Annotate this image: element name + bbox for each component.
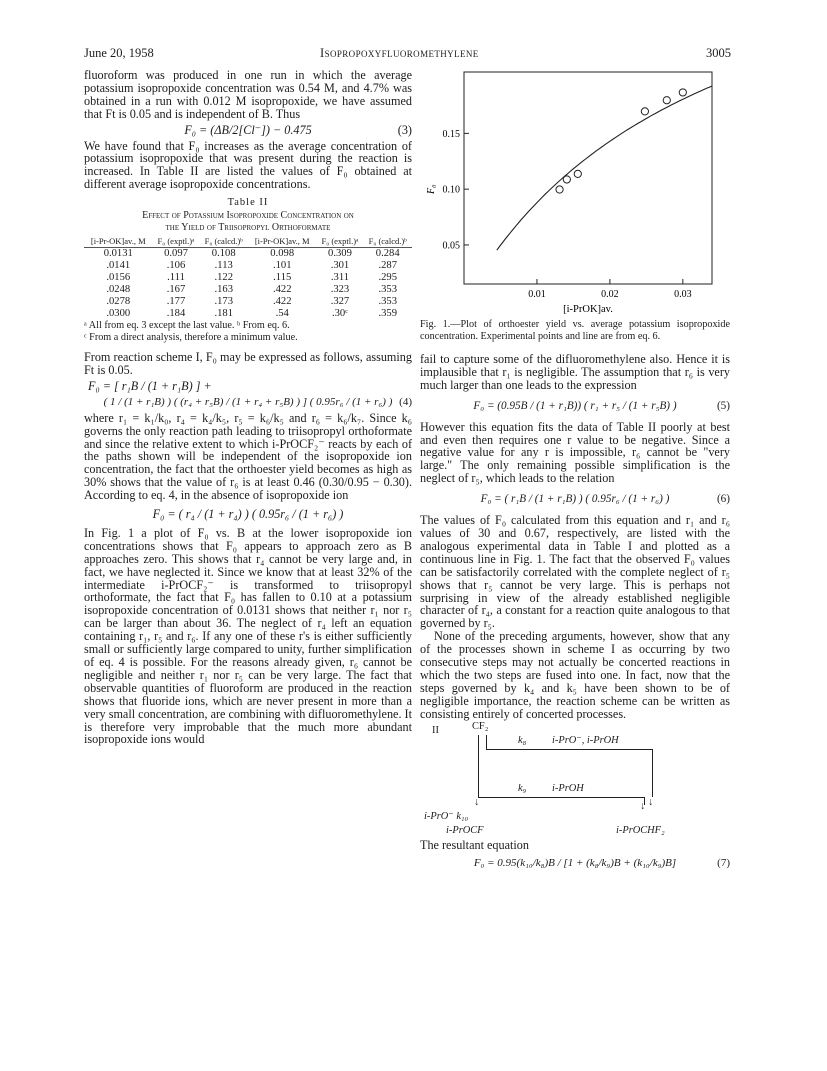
paragraph: From reaction scheme I, F₀ may be expressed as follows, assuming Ft is 0.05. (84, 350, 412, 377)
table-cell: .0156 (106, 272, 131, 284)
table-cell: 0.097 (164, 248, 188, 260)
y-tick-label: 0.10 (442, 184, 460, 196)
running-title: Isopropoxyfluoromethylene (320, 46, 479, 60)
table-cell: .353 (378, 296, 397, 308)
table-cell: .323 (330, 284, 350, 296)
table-row (84, 296, 412, 308)
paragraph: The values of F₀ calculated from this equation and r₁ and r₆ values of 30 and 0.67, respectively, are listed with the analogous experimental data in Table I and plotted as a continuous line in Fig. 1. The fact that the observed F₀ values can be satisfactorily correlated with the complete neglect of r₅ shows that r₅ cannot be very large. This is perhaps not surprising in view of the already established negligible character of r₄, a constant for a reaction quite analogous to that governed by r₅. (420, 513, 730, 631)
paragraph: However this equation fits the data of Table II poorly at best and even then requires one r value to be negative. Since a negative value for any r is impossible, r₆ cannot be "very large." The only remaining possible simplification is the neglect of r₅, which leads to the relation (420, 419, 730, 486)
x-axis-label: [i-PrOK]av. (563, 304, 613, 315)
equation-number: (5) (716, 399, 730, 412)
table-cell: .327 (330, 296, 350, 308)
table-header: [i-Pr-OK]av., M (84, 237, 153, 248)
table-row (84, 272, 412, 284)
scheme-line (652, 749, 653, 797)
fit-line (497, 86, 712, 250)
table-cell: .359 (378, 308, 397, 320)
table-cell: 0.098 (270, 248, 295, 260)
paragraph: The resultant equation (420, 837, 529, 852)
table-cell: .122 (214, 272, 233, 284)
table-cell: .295 (378, 272, 397, 284)
figure-1-chart (420, 64, 726, 316)
data-table (84, 237, 412, 320)
equation-7 (420, 857, 730, 870)
scheme-k9: k₉ (518, 782, 527, 794)
x-axis-ticks (528, 279, 691, 300)
table-cell: .184 (166, 308, 186, 320)
table-title: Table II (227, 197, 269, 209)
table-cell: .0248 (106, 284, 131, 296)
table-cell: 0.108 (211, 248, 236, 260)
table-header: F₀ (exptl.)ᵃ (316, 237, 363, 248)
table-cell: 0.284 (375, 248, 400, 260)
table-cell: .287 (378, 260, 397, 272)
equation-5 (420, 400, 730, 413)
table-row (84, 284, 412, 296)
equation-number: (3) (397, 122, 412, 137)
header-date: June 20, 1958 (84, 46, 154, 60)
y-tick-label: 0.15 (442, 128, 460, 140)
x-tick-label: 0.03 (674, 289, 692, 300)
table-footnote: ᵃ All from eq. 3 except the last value. ᵇ From eq. 6. (84, 320, 290, 332)
table-cell: .422 (272, 296, 292, 308)
data-point (556, 186, 563, 193)
scheme-cf2: CF₂ (472, 720, 489, 732)
y-axis-label: F₀ (426, 184, 437, 194)
scheme-k9-reagent: i-PrOH (552, 782, 584, 794)
scheme-k8-reagents: i-PrO⁻, i-PrOH (552, 734, 619, 746)
table-caption (84, 210, 412, 234)
data-point (563, 176, 570, 183)
scheme-line (478, 797, 644, 798)
right-column (420, 319, 730, 873)
reaction-scheme-ii (420, 721, 730, 839)
table-header-row (84, 237, 412, 248)
equation-text: F₀ = ( r₁B / (1 + r₁B) ) ( 0.95r₆ / (1 + r₆) ) (480, 493, 670, 506)
equation-6 (420, 493, 730, 506)
y-axis-ticks (443, 129, 470, 252)
scheme-line (478, 735, 479, 797)
table-cell: .30ᶜ (331, 308, 348, 320)
paragraph: In Fig. 1 a plot of F₀ vs. B at the lower isopropoxide ion concentrations shows that F₀ appears to approach zero as B approaches zero. This shows that r₄ cannot be very large and, in fact, we have neglected it. Since we know that at least 32% of the intermediate i-PrOCF₂⁻ is transformed to triisopropyl orthoformate, the fact that F₀ has fallen to 0.10 at a potassium isopropoxide concentration of 0.0131 shows that neither r₁ nor r₅ can be larger than about 36. The neglect of r₄ left an equation containing r₁, r₅ and r₆. If any one of these r's is either sufficiently small or sufficiently large compared to unity, further simplification of eq. 4 is possible. For the reasons already given, r₆ cannot be negligible and neither r₁ nor r₅ can be very large. The fact that observable quantities of fluoroform are produced in the reaction shows that fluoride ions, which are never present in more than a very small concentration, are combining with difluoromethylene. It is therefore very improbable that the much more abundant isopropoxide ions would (84, 525, 412, 747)
data-point (574, 170, 581, 177)
y-tick-label: 0.05 (442, 240, 460, 252)
scheme-iprocf: i-PrOCF (446, 824, 484, 836)
table-caption-line: the Yield of Triisopropyl Orthoformate (165, 222, 331, 234)
table-row (84, 248, 412, 261)
table-cell: .113 (214, 260, 233, 272)
equation-unnumbered: F₀ = ( r₄ / (1 + r₄) ) ( 0.95r₆ / (1 + r₆) ) (152, 507, 344, 522)
table-header: [i-Pr-OK]av., M (248, 237, 317, 248)
equation-text: F₀ = (ΔB/2[Cl⁻]) − 0.475 (184, 122, 312, 137)
table-row (84, 260, 412, 272)
equation-number: (7) (717, 857, 730, 870)
equation-4 (84, 396, 412, 409)
equation-number: (4) (399, 395, 412, 408)
left-column (84, 69, 412, 746)
data-point (663, 97, 670, 104)
data-point (641, 108, 648, 115)
table-footnote: ᶜ From a direct analysis, therefore a minimum value. (84, 331, 298, 343)
scheme-iprochf2: i-PrOCHF₂ (616, 824, 665, 836)
paragraph: where r₁ = k₁/k₀, r₄ = k₄/k₅, r₅ = k₆/k₅ and r₆ = k₆/k₇. Since k₆ governs the only reaction path leading to triisopropyl orthoformate and since the relative extent to which i-PrOCF₂⁻ reacts by each of the paths shown will be independent of the isopropoxide ion concentration, the fact that the orthoester yield becomes as high as 30% shows that the value of r₆ is at least 0.46 (0.30/0.95 − 0.30). According to eq. 4, in the absence of isopropoxide ion (84, 410, 412, 503)
paragraph: We have found that F₀ increases as the average concentration of potassium isopropoxide that was present during the reaction is increased. In Table II are listed the values of F₀ obtained at different average isopropoxide concentrations. (84, 138, 412, 192)
equation-text: F₀ = (0.95B / (1 + r₁B)) ( r₁ + r₅ / (1 + r₅B) ) (473, 399, 677, 412)
equation-text: ( 1 / (1 + r₁B) ) ( (r₄ + r₅B) / (1 + r₄ + r₅B) ) ] ( 0.95r₆ / (1 + r₆) ) (103, 395, 393, 408)
table-cell: 0.0131 (103, 248, 133, 260)
table-cell: .0141 (106, 260, 131, 272)
table-caption-line: Effect of Potassium Isopropoxide Concentration on (142, 210, 354, 222)
table-cell: .181 (214, 308, 233, 320)
paragraph: None of the preceding arguments, however, show that any of the processes shown in scheme I as occurring by two consecutive steps may not actually be concerted reactions in which the two steps are fused into one. In fact, now that the steps governed by k₄ and k₅ have been shown to be of negligible importance, the reaction scheme can be written as consisting entirely of concerted processes. (420, 629, 730, 721)
paragraph: fluoroform was produced in one run in which the average potassium isopropoxide concentration was 0.54 M, and 4.7% was obtained in a run with 0.012 M isopropoxide, we have assumed that Ft is 0.05 and is independent of B. Thus (84, 68, 412, 121)
figure-caption: Fig. 1.—Plot of orthoester yield vs. average potassium isopropoxide concentration. Experimental points and line are from eq. 6. (420, 319, 730, 342)
x-tick-label: 0.01 (528, 289, 546, 300)
table-cell: .353 (378, 284, 397, 296)
arrow-down-icon: ↓ (648, 796, 654, 808)
table-cell: .106 (166, 260, 186, 272)
arrow-down-icon: ↓ (474, 796, 480, 808)
page-number: 3005 (706, 46, 731, 60)
table-cell: .311 (330, 272, 350, 284)
table-header: F₀ (calcd.)ᵇ (199, 237, 247, 248)
scheme-line (486, 749, 652, 750)
table-cell: .115 (273, 272, 292, 284)
table-header: F₀ (calcd.)ᵇ (363, 237, 412, 248)
table-cell: .0278 (106, 296, 131, 308)
table-cell: .173 (214, 296, 233, 308)
table-cell: .301 (330, 260, 350, 272)
table-cell: .54 (275, 308, 289, 320)
x-tick-label: 0.02 (601, 289, 619, 300)
table-cell: .0300 (106, 308, 131, 320)
equation-4-line1: F₀ = [ r₁B / (1 + r₁B) ] + (88, 378, 212, 393)
table-cell: 0.309 (328, 248, 352, 260)
table-row (84, 308, 412, 320)
table-cell: .111 (167, 272, 185, 284)
table-cell: .167 (166, 284, 186, 296)
table-cell: .163 (214, 284, 233, 296)
scheme-k8: k₈ (518, 734, 527, 746)
equation-text: F₀ = 0.95(k₁₀/k₈)B / [1 + (k₈/k₉)B + (k₁₀/k₉)B] (473, 857, 677, 870)
equation-number: (6) (716, 493, 730, 506)
paragraph: fail to capture some of the difluoromethylene also. Hence it is implausible that r₁ is negligible. The assumption that r₆ is very much larger than one leads to the expression (420, 352, 730, 392)
table-cell: .101 (272, 260, 292, 272)
data-point (679, 89, 686, 96)
table-header: F₀ (exptl.)ᵃ (153, 237, 200, 248)
scheme-line (486, 735, 487, 749)
table-cell: .177 (166, 296, 186, 308)
scheme-label: II (432, 724, 439, 736)
arrow-down-icon: ↓ (640, 800, 646, 812)
scheme-ipro-k10: i-PrO⁻ k₁₀ (424, 810, 469, 822)
table-cell: .422 (272, 284, 292, 296)
data-points (556, 89, 686, 193)
equation-3 (84, 124, 412, 137)
